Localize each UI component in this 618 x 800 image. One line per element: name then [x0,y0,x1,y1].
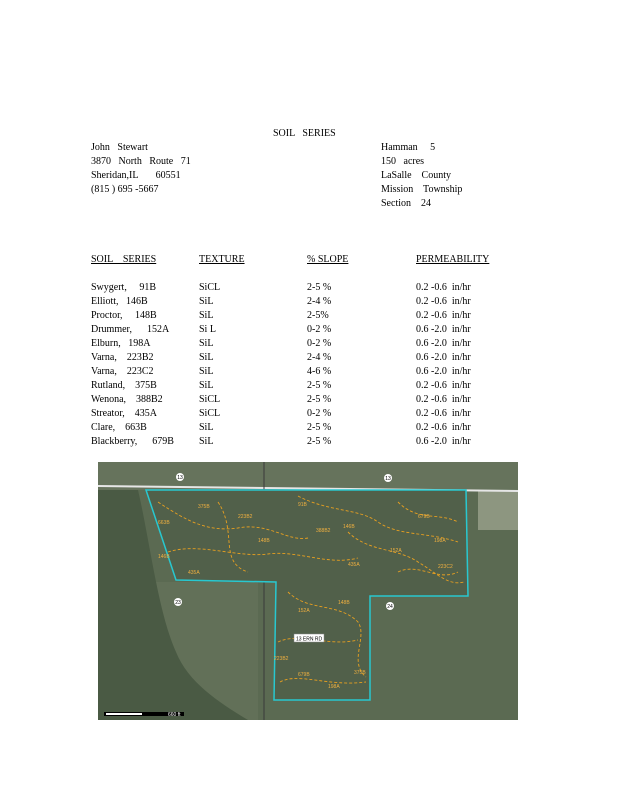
soil-unit-label: 198A [328,684,340,690]
road-label: 13 [385,476,391,482]
soil-unit-label: 435A [348,562,360,568]
cell-slope: 2-5 % [307,282,332,293]
cell-texture: SiL [199,296,214,307]
cell-permeability: 0.6 -2.0 in/hr [416,324,471,335]
soil-unit-label: 388B2 [316,528,331,534]
cell-permeability: 0.2 -0.6 in/hr [416,394,471,405]
farm-county: LaSalle County [381,170,451,181]
soil-unit-label: 146B [343,524,355,530]
soil-unit-label: 91B [298,502,307,508]
cell-texture: SiL [199,366,214,377]
header-slope: % SLOPE [307,254,349,265]
soil-unit-label: 663B [158,520,170,526]
farm-acres: 150 acres [381,156,425,167]
cell-slope: 2-5% [307,310,329,321]
scale-label: 660 ft [168,712,181,718]
cell-permeability: 0.2 -0.6 in/hr [416,296,471,307]
cell-permeability: 0.6 -2.0 in/hr [416,338,471,349]
soil-unit-label: 679B [298,672,310,678]
soil-unit-label: 375B [198,504,210,510]
cell-slope: 2-5 % [307,436,332,447]
cell-soil-series: Rutland, 375B [91,380,157,391]
cell-soil-series: Wenona, 388B2 [91,394,163,405]
cell-slope: 2-4 % [307,352,332,363]
farm-name: Hamman 5 [381,142,436,153]
soil-unit-label: 223C2 [438,564,453,570]
farm-section: Section 24 [381,198,431,209]
cell-texture: SiL [199,310,214,321]
field-tag-label: 13 ERN RD [295,636,323,643]
cell-slope: 2-5 % [307,380,332,391]
cell-soil-series: Varna, 223B2 [91,352,154,363]
page-title: SOIL SERIES [273,128,336,139]
soil-unit-label: 435A [188,570,200,576]
cell-soil-series: Elliott, 146B [91,296,148,307]
soil-unit-label: 198A [434,538,446,544]
soil-unit-label: 223B2 [274,656,289,662]
cell-texture: SiCL [199,394,221,405]
owner-address: 3870 North Route 71 [91,156,191,167]
cell-permeability: 0.2 -0.6 in/hr [416,408,471,419]
cell-permeability: 0.2 -0.6 in/hr [416,310,471,321]
soil-map-image [98,462,518,720]
cell-texture: SiL [199,436,214,447]
cell-soil-series: Drummer, 152A [91,324,170,335]
soil-unit-label: 148B [258,538,270,544]
cell-slope: 0-2 % [307,408,332,419]
cell-slope: 2-5 % [307,394,332,405]
soil-unit-label: 152A [298,608,310,614]
road-label: 24 [387,604,393,610]
cell-slope: 0-2 % [307,338,332,349]
cell-texture: Si L [199,324,216,335]
owner-city: Sheridan,IL 60551 [91,170,181,181]
header-texture: TEXTURE [199,254,245,265]
cell-permeability: 0.2 -0.6 in/hr [416,422,471,433]
cell-texture: SiCL [199,282,221,293]
soil-unit-label: 223B2 [238,514,253,520]
cell-texture: SiL [199,422,214,433]
cell-soil-series: Blackberry, 679B [91,436,174,447]
cell-permeability: 0.6 -2.0 in/hr [416,352,471,363]
cell-soil-series: Varna, 223C2 [91,366,154,377]
cell-soil-series: Elburn, 198A [91,338,151,349]
cell-soil-series: Clare, 663B [91,422,147,433]
cell-permeability: 0.6 -2.0 in/hr [416,366,471,377]
header-soil-series: SOIL SERIES [91,254,157,265]
soil-unit-label: 148B [338,600,350,606]
cell-slope: 0-2 % [307,324,332,335]
cell-soil-series: Swygert, 91B [91,282,156,293]
cell-permeability: 0.6 -2.0 in/hr [416,436,471,447]
owner-phone: (815 ) 695 -5667 [91,184,159,195]
cell-slope: 2-5 % [307,422,332,433]
cell-permeability: 0.2 -0.6 in/hr [416,282,471,293]
road-label: 13 [177,475,183,481]
cell-texture: SiL [199,338,214,349]
soil-unit-label: 375B [354,670,366,676]
farm-township: Mission Township [381,184,463,195]
road-label: 23 [175,600,181,606]
cell-slope: 4-6 % [307,366,332,377]
cell-soil-series: Proctor, 148B [91,310,157,321]
cell-texture: SiL [199,380,214,391]
cell-texture: SiL [199,352,214,363]
cell-texture: SiCL [199,408,221,419]
soil-unit-label: 152A [390,548,402,554]
aerial-soil-map [98,462,518,720]
cell-slope: 2-4 % [307,296,332,307]
cell-permeability: 0.2 -0.6 in/hr [416,380,471,391]
farmstead [478,490,518,530]
soil-unit-label: 146B [158,554,170,560]
cell-soil-series: Streator, 435A [91,408,157,419]
scale-bar-segment [106,713,142,715]
header-permeability: PERMEABILITY [416,254,490,265]
owner-name: John Stewart [91,142,148,153]
soil-unit-label: 679B [418,514,430,520]
